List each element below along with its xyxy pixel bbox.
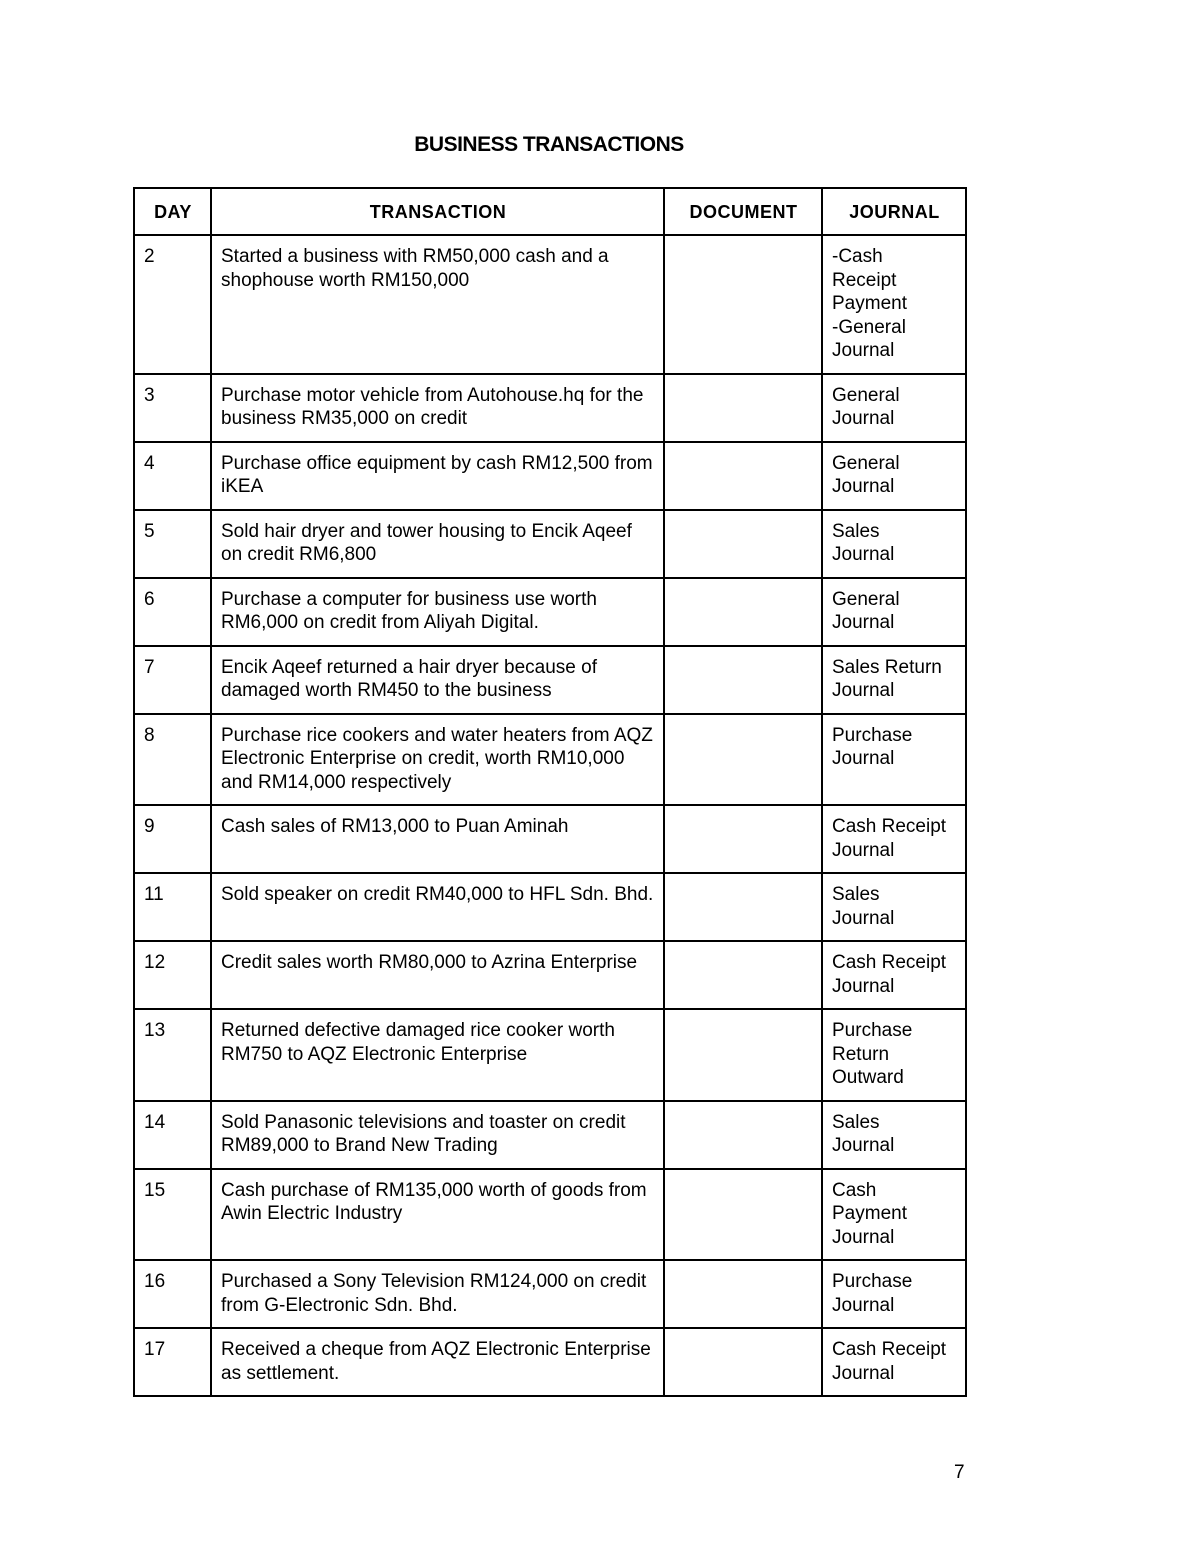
cell-day: 7: [134, 646, 211, 714]
table-row: [134, 442, 966, 510]
cell-day: 16: [134, 1260, 211, 1328]
header-transaction: TRANSACTION: [211, 188, 664, 235]
table-row: [134, 941, 966, 1009]
table-row: [134, 714, 966, 806]
cell-day: 15: [134, 1169, 211, 1261]
page-title: BUSINESS TRANSACTIONS: [414, 133, 684, 156]
table-row: [134, 1101, 966, 1169]
cell-journal: General Journal: [822, 374, 966, 442]
header-journal: JOURNAL: [822, 188, 966, 235]
cell-transaction: Purchase rice cookers and water heaters from AQZ Electronic Enterprise on credit, worth RM10,000 and RM14,000 respectively: [211, 714, 664, 806]
cell-transaction: Purchase a computer for business use worth RM6,000 on credit from Aliyah Digital.: [211, 578, 664, 646]
cell-journal: Sales Journal: [822, 510, 966, 578]
cell-transaction: Purchase office equipment by cash RM12,500 from iKEA: [211, 442, 664, 510]
cell-journal: Purchase Return Outward: [822, 1009, 966, 1101]
cell-day: 14: [134, 1101, 211, 1169]
cell-day: 8: [134, 714, 211, 806]
cell-journal: Purchase Journal: [822, 1260, 966, 1328]
table-row: [134, 510, 966, 578]
cell-journal: Sales Return Journal: [822, 646, 966, 714]
cell-transaction: Purchase motor vehicle from Autohouse.hq for the business RM35,000 on credit: [211, 374, 664, 442]
cell-day: 2: [134, 235, 211, 374]
table-row: [134, 374, 966, 442]
table-row: [134, 1169, 966, 1261]
cell-journal: Cash Receipt Journal: [822, 941, 966, 1009]
cell-transaction: Sold speaker on credit RM40,000 to HFL Sdn. Bhd.: [211, 873, 664, 941]
table-row: [134, 235, 966, 374]
cell-journal: Purchase Journal: [822, 714, 966, 806]
cell-document: [664, 374, 822, 442]
table-row: [134, 805, 966, 873]
cell-document: [664, 235, 822, 374]
cell-document: [664, 442, 822, 510]
cell-day: 11: [134, 873, 211, 941]
table-row: [134, 578, 966, 646]
table-header-row: [134, 188, 966, 235]
cell-transaction: Purchased a Sony Television RM124,000 on credit from G-Electronic Sdn. Bhd.: [211, 1260, 664, 1328]
cell-document: [664, 805, 822, 873]
table-row: [134, 873, 966, 941]
cell-document: [664, 646, 822, 714]
cell-journal: Cash Receipt Journal: [822, 1328, 966, 1396]
table-body: [134, 235, 966, 1396]
transactions-table: [133, 187, 967, 1397]
cell-document: [664, 941, 822, 1009]
table-row: [134, 1009, 966, 1101]
cell-day: 17: [134, 1328, 211, 1396]
cell-journal: Sales Journal: [822, 873, 966, 941]
cell-document: [664, 1260, 822, 1328]
cell-day: 5: [134, 510, 211, 578]
cell-day: 9: [134, 805, 211, 873]
cell-journal: General Journal: [822, 442, 966, 510]
cell-document: [664, 1009, 822, 1101]
cell-journal: Cash Receipt Journal: [822, 805, 966, 873]
cell-transaction: Started a business with RM50,000 cash and a shophouse worth RM150,000: [211, 235, 664, 374]
cell-journal: Sales Journal: [822, 1101, 966, 1169]
cell-day: 4: [134, 442, 211, 510]
header-document: DOCUMENT: [664, 188, 822, 235]
table-row: [134, 1260, 966, 1328]
cell-day: 13: [134, 1009, 211, 1101]
cell-transaction: Credit sales worth RM80,000 to Azrina Enterprise: [211, 941, 664, 1009]
page-number: 7: [954, 1462, 965, 1483]
cell-day: 6: [134, 578, 211, 646]
cell-document: [664, 510, 822, 578]
cell-journal: General Journal: [822, 578, 966, 646]
cell-document: [664, 873, 822, 941]
table-row: [134, 1328, 966, 1396]
cell-day: 3: [134, 374, 211, 442]
cell-day: 12: [134, 941, 211, 1009]
cell-journal: -Cash Receipt Payment -General Journal: [822, 235, 966, 374]
cell-transaction: Cash sales of RM13,000 to Puan Aminah: [211, 805, 664, 873]
cell-transaction: Returned defective damaged rice cooker worth RM750 to AQZ Electronic Enterprise: [211, 1009, 664, 1101]
header-day: DAY: [134, 188, 211, 235]
cell-transaction: Cash purchase of RM135,000 worth of goods from Awin Electric Industry: [211, 1169, 664, 1261]
cell-journal: Cash Payment Journal: [822, 1169, 966, 1261]
cell-document: [664, 1169, 822, 1261]
cell-transaction: Encik Aqeef returned a hair dryer because of damaged worth RM450 to the business: [211, 646, 664, 714]
cell-document: [664, 578, 822, 646]
table-row: [134, 646, 966, 714]
cell-document: [664, 714, 822, 806]
cell-transaction: Received a cheque from AQZ Electronic Enterprise as settlement.: [211, 1328, 664, 1396]
cell-transaction: Sold Panasonic televisions and toaster on credit RM89,000 to Brand New Trading: [211, 1101, 664, 1169]
cell-document: [664, 1101, 822, 1169]
cell-transaction: Sold hair dryer and tower housing to Encik Aqeef on credit RM6,800: [211, 510, 664, 578]
cell-document: [664, 1328, 822, 1396]
